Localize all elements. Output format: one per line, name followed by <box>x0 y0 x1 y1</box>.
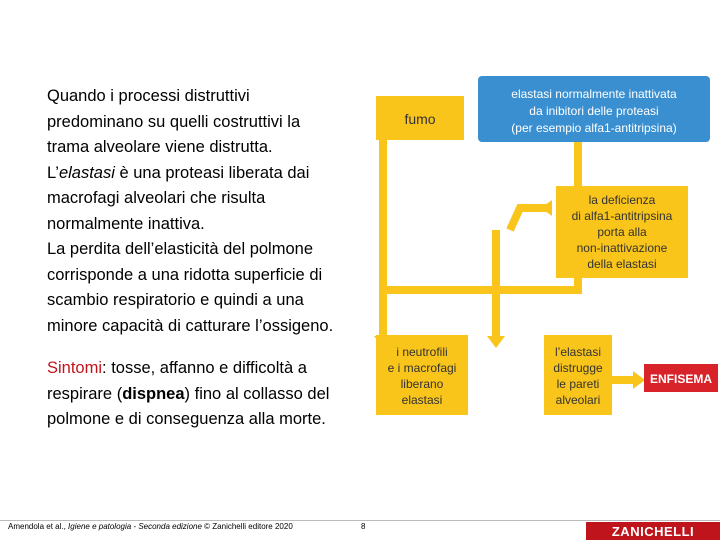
text-fragment: ) fino al collasso del <box>184 384 330 403</box>
text-line: predominano su quelli costruttivi la <box>47 112 301 131</box>
elastasi-distrugge-line: alveolari <box>555 393 601 407</box>
deficienza-line: della elastasi <box>587 257 657 271</box>
deficienza-line: di alfa1-antitripsina <box>571 209 673 223</box>
text-fragment: respirare ( <box>47 384 123 403</box>
text-line: corrisponde a una ridotta superficie di <box>47 265 323 284</box>
neutrofili-line: i neutrofili <box>396 345 448 359</box>
arrow-to-enfisema <box>633 371 645 389</box>
citation-title: Igiene e patologia - Seconda edizione <box>68 522 202 531</box>
arrow-to-elastasi-distrugge <box>487 336 505 348</box>
text-line: minore capacità di catturare l’ossigeno. <box>47 316 334 335</box>
citation-suffix: © Zanichelli editore 2020 <box>201 522 293 531</box>
neutrofili-line: elastasi <box>401 393 443 407</box>
deficienza-line: porta alla <box>597 225 647 239</box>
elastasi-distrugge-line: le pareti <box>556 377 600 391</box>
text-line: normalmente inattiva. <box>47 214 205 233</box>
text-line: Quando i processi distruttivi <box>47 87 250 105</box>
elastasi-inattivata-line: da inibitori delle proteasi <box>529 104 659 118</box>
text-fragment: : tosse, affanno e difficoltà a <box>102 359 307 377</box>
elastasi-distrugge-line: distrugge <box>553 361 603 375</box>
elastasi-inattivata-line: (per esempio alfa1-antitripsina) <box>511 121 677 135</box>
neutrofili-line: liberano <box>400 377 444 391</box>
text-fragment: è una proteasi liberata dai <box>114 163 310 182</box>
text-fragment: L’ <box>47 163 59 182</box>
deficienza-line: non-inattivazione <box>576 241 668 255</box>
footer-citation <box>8 522 293 531</box>
elastasi-italic: elastasi <box>58 163 115 182</box>
enfisema-label: ENFISEMA <box>649 372 713 386</box>
footer-divider <box>0 520 720 521</box>
citation-prefix: Amendola et al., <box>8 522 69 531</box>
neutrofili-line: e i macrofagi <box>387 361 457 375</box>
symptoms-line: polmone e di conseguenza alla morte. <box>47 410 326 428</box>
text-line: trama alveolare viene distrutta. <box>47 138 273 156</box>
text-line: macrofagi alveolari che risulta <box>47 189 266 207</box>
dispnea-bold: dispnea <box>122 384 185 403</box>
zanichelli-logo: ZANICHELLI <box>586 522 720 540</box>
text-line: scambio respiratorio e quindi a una <box>47 291 304 309</box>
deficienza-line: la deficienza <box>588 193 656 207</box>
symptoms-label: Sintomi <box>47 359 103 377</box>
elastasi-inattivata-line: elastasi normalmente inattivata <box>511 87 677 101</box>
page-number: 8 <box>361 522 366 531</box>
text-line: La perdita dell’elasticità del polmone <box>47 240 313 258</box>
elastasi-distrugge-line: l’elastasi <box>554 345 602 359</box>
connector-deficienza <box>510 208 552 230</box>
fumo-label: fumo <box>404 111 436 127</box>
